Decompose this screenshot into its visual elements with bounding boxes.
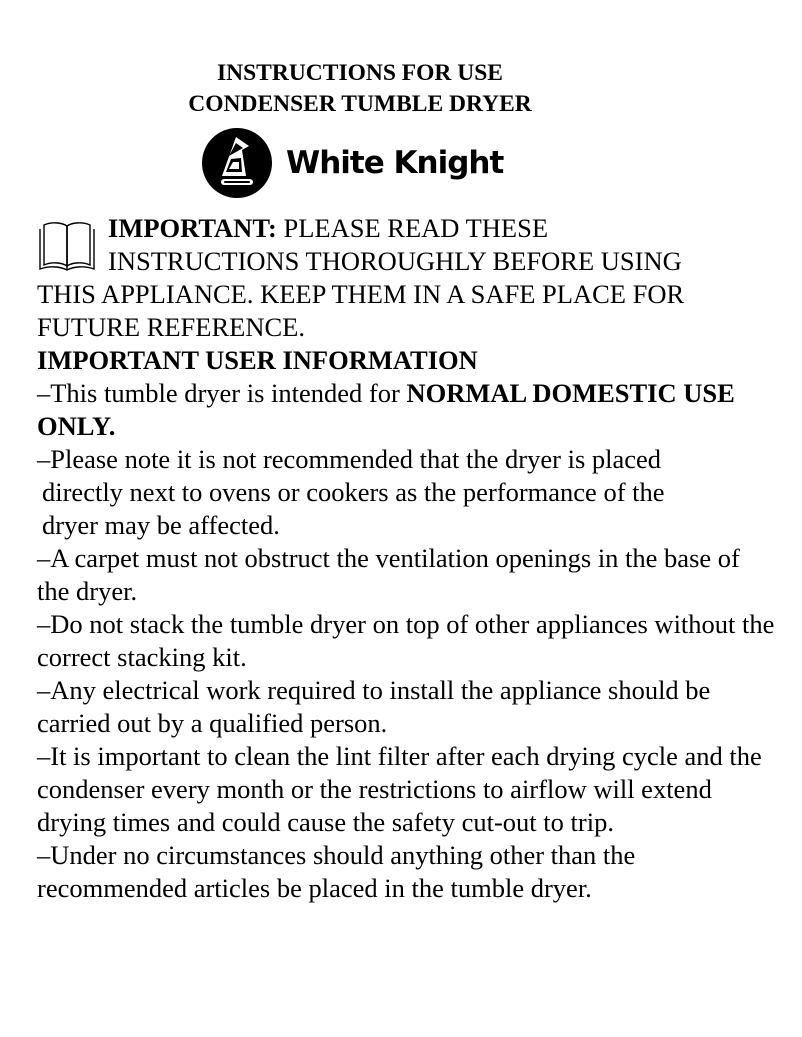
important-text-line-1: PLEASE READ THESE (276, 213, 549, 243)
list-item: –It is important to clean the lint filter after each drying cycle and the condenser every month or the restrictions to airflow will extend drying times and could cause the safety cut-out to trip. (37, 741, 762, 837)
list-item: –Under no circumstances should anything other than the recommended articles be placed in the tumble dryer. (37, 840, 636, 903)
knight-chess-piece-logo-icon (202, 128, 272, 198)
list-item: –Do not stack the tumble dryer on top of other appliances without the correct stacking kit. (37, 609, 775, 672)
document-body (37, 212, 777, 905)
important-notice (37, 212, 777, 245)
list-item: –Any electrical work required to install the appliance should be carried out by a qualified person. (37, 675, 711, 738)
item-line-2: directly next to ovens or cookers as the performance of the (42, 477, 665, 507)
important-label: IMPORTANT: (108, 213, 277, 243)
item-line-1: –Please note it is not recommended that the dryer is placed (37, 444, 662, 474)
important-notice-line-2: INSTRUCTIONS THOROUGHLY BEFORE USING (108, 246, 682, 276)
list-item (37, 377, 777, 443)
document-title (160, 58, 560, 120)
title-line-2: CONDENSER TUMBLE DRYER (188, 91, 532, 117)
item-line-3: dryer may be affected. (42, 510, 280, 540)
important-notice-rest: THIS APPLIANCE. KEEP THEM IN A SAFE PLACE FOR FUTURE REFERENCE. (37, 279, 685, 342)
user-info-heading (37, 344, 777, 377)
list-item (37, 443, 777, 542)
brand-logo (202, 128, 503, 198)
item-emphasis: NORMAL DOMESTIC USE ONLY. (37, 378, 735, 441)
brand-name: White Knight (286, 145, 504, 181)
title-line-1: INSTRUCTIONS FOR USE (217, 60, 503, 86)
list-item: –A carpet must not obstruct the ventilation openings in the base of the dryer. (37, 543, 740, 606)
user-info-heading-text: IMPORTANT USER INFORMATION (37, 345, 478, 375)
item-text: –This tumble dryer is intended for (37, 378, 407, 408)
